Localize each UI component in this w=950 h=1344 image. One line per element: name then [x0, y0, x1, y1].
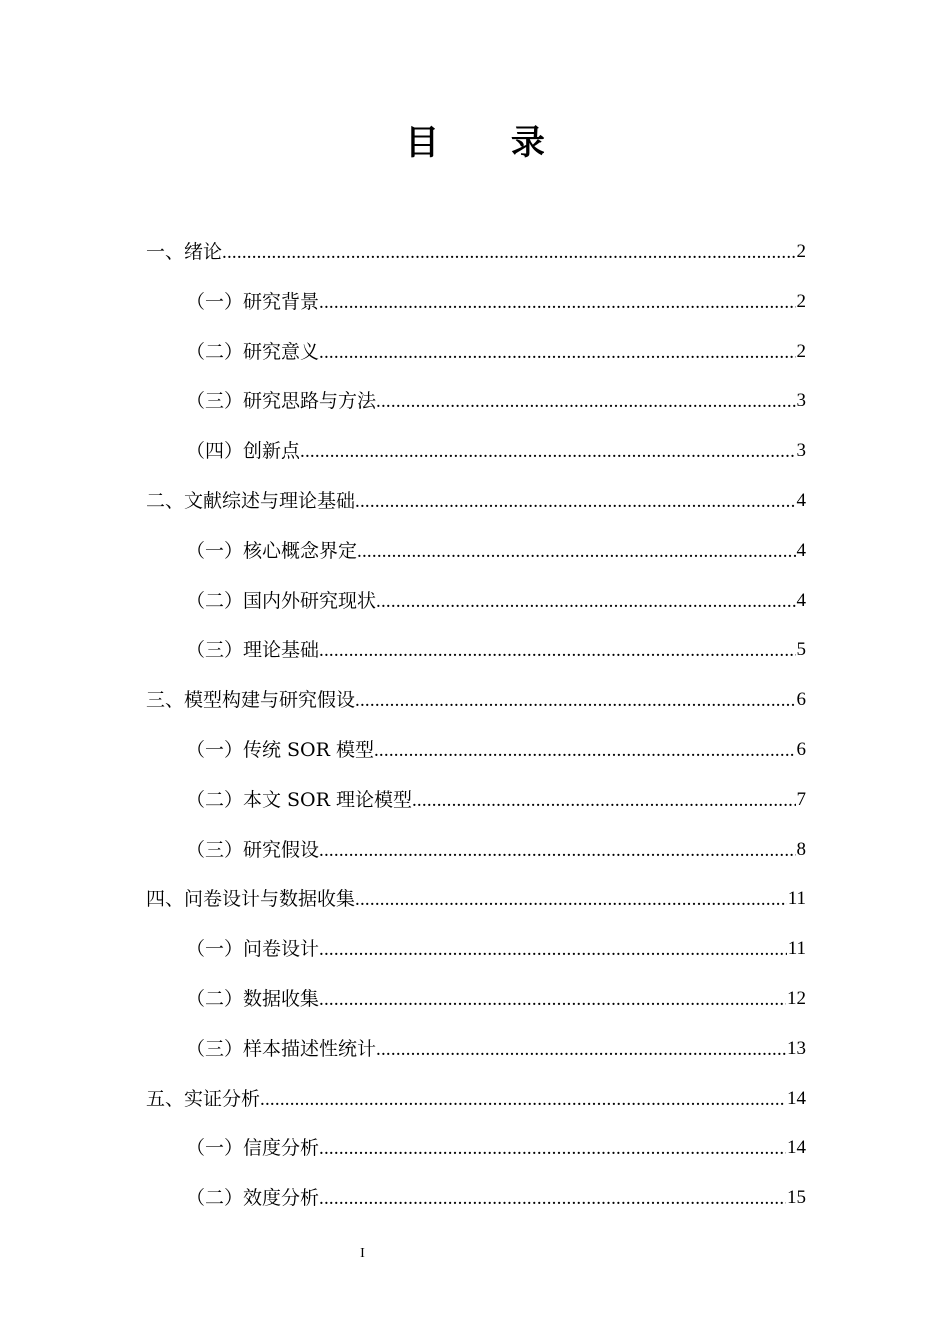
toc-entry-title: （二）研究意义 [186, 340, 320, 363]
toc-entry[interactable] [186, 315, 806, 365]
toc-entry-page: 3 [796, 440, 806, 462]
toc-entry-page: 14 [787, 1087, 806, 1109]
toc-entry-title: （一）问卷设计 [186, 938, 320, 961]
toc-entry-page: 11 [787, 938, 806, 960]
toc-entry-title: （三）理论基础 [186, 639, 320, 662]
toc-entry[interactable] [146, 464, 806, 514]
toc-entry-page: 2 [796, 241, 806, 262]
toc-entry[interactable] [186, 713, 806, 763]
toc-entry-page: 14 [787, 1137, 806, 1159]
toc-entry-page: 4 [796, 589, 806, 611]
toc-dot-leader [319, 936, 787, 962]
toc-dot-leader [260, 1086, 786, 1112]
toc-entry[interactable] [186, 1161, 806, 1211]
toc-dot-leader [376, 388, 795, 414]
toc-entry-page: 8 [796, 838, 806, 860]
toc-entry[interactable] [186, 962, 806, 1012]
toc-entry-page: 2 [796, 340, 806, 362]
toc-entry-page: 12 [787, 988, 806, 1009]
toc-entry-title: 三、模型构建与研究假设 [146, 689, 356, 712]
toc-entry-title: （四）创新点 [186, 440, 301, 463]
toc-dot-leader [319, 637, 795, 663]
toc-entry-page: 11 [787, 888, 806, 910]
toc-title: 目 录 [405, 123, 575, 163]
toc-entry-title: 一、绪论 [146, 241, 223, 263]
toc-entry[interactable] [186, 1111, 806, 1161]
toc-entry-title: （一）信度分析 [186, 1137, 320, 1160]
toc-entry-title: 五、实证分析 [146, 1087, 261, 1110]
toc-entry[interactable] [146, 215, 806, 265]
toc-dot-leader [319, 837, 795, 863]
toc-entry-title: （一）研究背景 [186, 290, 320, 313]
toc-dot-leader [319, 1135, 786, 1161]
toc-dot-leader [374, 737, 796, 763]
toc-entry-title: （三）研究假设 [186, 838, 320, 861]
toc-entry-page: 5 [796, 639, 806, 661]
toc-entry[interactable] [186, 613, 806, 663]
toc-entry-title: （二）数据收集 [186, 988, 320, 1010]
toc-entry-page: 3 [796, 390, 806, 412]
toc-entry-title: （三）样本描述性统计 [186, 1037, 377, 1060]
toc-entry[interactable] [146, 663, 806, 713]
toc-entry-title: （二）效度分析 [186, 1187, 320, 1210]
toc-entry-title: （一）核心概念界定 [186, 539, 358, 562]
toc-entry-title: （三）研究思路与方法 [186, 390, 377, 413]
toc-dot-leader [355, 488, 795, 514]
toc-entry[interactable] [186, 813, 806, 863]
toc-entry-page: 2 [796, 290, 806, 312]
toc-entry-page: 7 [796, 788, 806, 810]
toc-dot-leader [355, 687, 795, 713]
toc-entry[interactable] [146, 862, 806, 912]
toc-dot-leader [319, 1185, 786, 1211]
toc-entry-title: 四、问卷设计与数据收集 [146, 888, 356, 911]
toc-entry[interactable] [186, 564, 806, 614]
toc-dot-leader [319, 986, 786, 1012]
toc-dot-leader [355, 886, 787, 912]
toc-entry-page: 4 [796, 539, 806, 561]
toc-entry-title: （二）国内外研究现状 [186, 589, 377, 612]
toc-entry-page: 4 [796, 490, 806, 511]
toc-entry-page: 15 [787, 1187, 806, 1209]
toc-dot-leader [357, 538, 795, 564]
toc-dot-leader [319, 289, 795, 315]
toc-entry-page: 13 [787, 1037, 806, 1059]
toc-entry[interactable] [186, 763, 806, 813]
toc-entry-title: 二、文献综述与理论基础 [146, 490, 356, 512]
toc-entry[interactable] [186, 1012, 806, 1062]
toc-dot-leader [300, 438, 795, 464]
toc-entry[interactable] [186, 912, 806, 962]
page-number: I [360, 1246, 365, 1261]
toc-dot-leader [376, 1036, 786, 1062]
toc-entry-page: 6 [796, 739, 806, 760]
toc-entry-title: （二）本文 SOR 理论模型 [186, 788, 412, 811]
toc-dot-leader [319, 339, 795, 365]
toc-entry[interactable] [146, 1062, 806, 1112]
toc-dot-leader [222, 239, 795, 265]
toc-entry[interactable] [186, 364, 806, 414]
toc-dot-leader [376, 588, 795, 614]
toc-entry-page: 6 [796, 689, 806, 711]
toc-entry[interactable] [186, 514, 806, 564]
toc-dot-leader [412, 787, 796, 813]
toc-entry-title: （一）传统 SOR 模型 [186, 739, 374, 761]
toc-entry[interactable] [186, 414, 806, 464]
toc-entry[interactable] [186, 265, 806, 315]
